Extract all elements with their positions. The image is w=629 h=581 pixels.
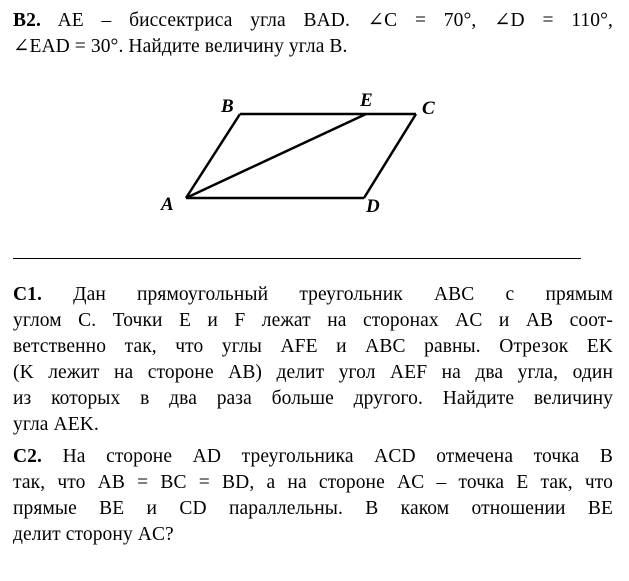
problem-c1-line-3: ветственно так, что углы AFE и ABC равны. Отрезок EK bbox=[13, 336, 613, 357]
point-label-e: E bbox=[360, 90, 373, 111]
problem-c1-line-1 bbox=[13, 282, 613, 308]
vertex-label-d: D bbox=[366, 196, 380, 217]
problem-c1-line-2: углом C. Точки E и F лежат на сторонах AC и AB соот- bbox=[13, 310, 613, 331]
parallelogram-figure bbox=[150, 84, 440, 224]
side-cd bbox=[364, 114, 416, 198]
problem-b2-id: B2. bbox=[13, 10, 41, 31]
problem-c1-line-4: (K лежит на стороне AB) делит угол AEF на два угла, один bbox=[13, 362, 613, 383]
section-divider bbox=[13, 258, 581, 259]
problem-c2-line-2: так, что AB = BC = BD, а на стороне AC – точка E так, что bbox=[13, 472, 613, 493]
problem-c2-text-1: На стороне AD треугольника ACD отмечена точка B bbox=[62, 446, 614, 467]
problem-c2-line-1 bbox=[13, 444, 613, 470]
parallelogram-svg bbox=[150, 84, 440, 224]
problem-c2-id: С2. bbox=[13, 446, 43, 467]
problem-b2-line-2: ∠EAD = 30°. Найдите величину угла B. bbox=[13, 36, 348, 57]
vertex-label-a: A bbox=[161, 194, 174, 215]
problem-b2-line-1 bbox=[13, 8, 613, 34]
problem-c2 bbox=[13, 444, 613, 548]
problem-b2 bbox=[13, 8, 613, 60]
problem-c1-text-1: Дан прямоугольный треугольник ABC с прямым bbox=[73, 284, 613, 305]
problem-b2-text-1: AE – биссектриса угла BAD. ∠C = 70°, ∠D = 110°, bbox=[57, 10, 613, 31]
problem-c2-line-4: делит сторону AC? bbox=[13, 524, 174, 545]
problem-c2-line-3: прямые BE и CD параллельны. В каком отношении BE bbox=[13, 498, 613, 519]
problem-c1-line-6: угла AEK. bbox=[13, 414, 99, 435]
vertex-label-b: B bbox=[221, 96, 234, 117]
problem-c1-id: С1. bbox=[13, 284, 43, 305]
vertex-label-c: C bbox=[422, 98, 435, 119]
problem-c1 bbox=[13, 282, 613, 438]
problem-c1-line-5: из которых в два раза больше другого. Найдите величину bbox=[13, 388, 613, 409]
